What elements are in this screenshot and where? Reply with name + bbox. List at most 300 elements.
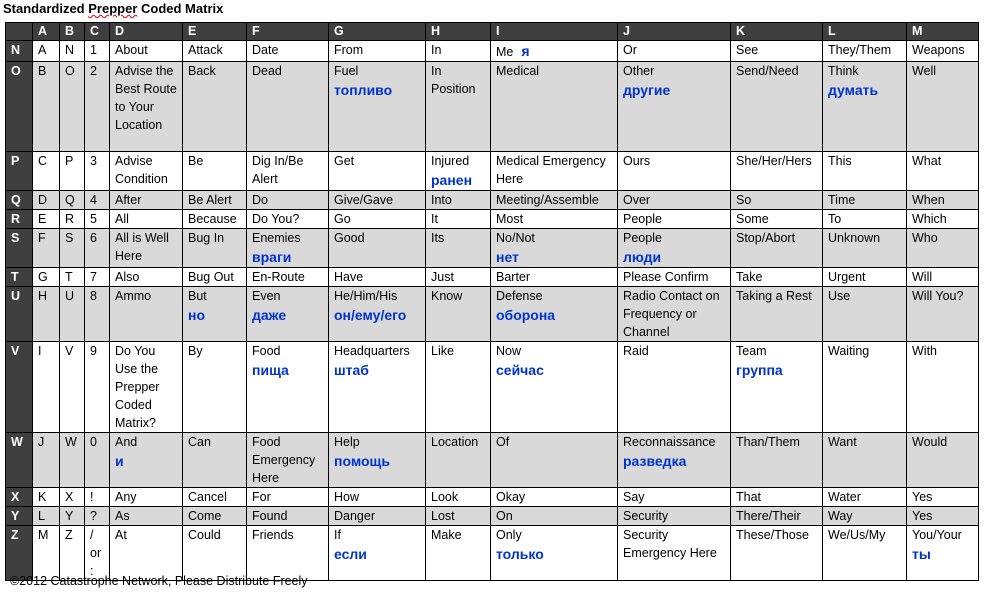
matrix-cell [33,526,60,581]
english-word: Medical Emergency Here [496,154,606,186]
matrix-cell [823,526,907,581]
english-word: Even [252,289,281,303]
matrix-cell [110,433,183,488]
row-header: Y [6,507,33,526]
matrix-cell [731,41,823,62]
matrix-cell [183,433,247,488]
english-word: Which [912,212,947,226]
english-word: Cancel [188,490,227,504]
english-word: Send/Need [736,64,799,78]
russian-translation: если [334,546,367,562]
matrix-cell [731,433,823,488]
row-header: N [6,41,33,62]
english-word: Headquarters [334,344,410,358]
english-word: 8 [90,289,97,303]
english-word: Date [252,43,279,57]
matrix-cell [491,62,618,152]
column-header: E [183,23,247,41]
matrix-cell [33,191,60,210]
english-word: Know [431,289,463,303]
matrix-cell [823,268,907,287]
matrix-cell [329,268,426,287]
matrix-cell [183,62,247,152]
english-word: Okay [496,490,526,504]
russian-translation: люди [623,249,662,265]
column-header: I [491,23,618,41]
matrix-cell [183,287,247,342]
english-word: Me [496,45,514,59]
column-header: D [110,23,183,41]
english-word: O [65,64,75,78]
matrix-cell [491,507,618,526]
english-word: Be Alert [188,193,232,207]
corner-header [6,23,33,41]
matrix-cell [247,342,329,433]
russian-translation: он/ему/его [334,307,407,323]
matrix-cell [823,229,907,268]
english-word: Stop/Abort [736,231,796,245]
matrix-cell [85,507,110,526]
russian-translation: топливо [334,82,393,98]
english-word: Into [431,193,452,207]
matrix-cell [60,41,85,62]
matrix-cell [183,507,247,526]
russian-translation: ты [912,546,931,562]
matrix-cell [491,526,618,581]
matrix-cell [110,210,183,229]
english-word: Unknown [828,231,881,245]
english-word: About [115,43,148,57]
matrix-cell [110,62,183,152]
english-word: 9 [90,344,97,358]
matrix-cell [33,342,60,433]
english-word: If [334,528,341,542]
table-row [6,191,979,210]
english-word: Bug In [188,231,225,245]
column-header: A [33,23,60,41]
russian-translation: разведка [623,453,687,469]
english-word: Use [828,289,851,303]
table-row [6,287,979,342]
matrix-cell [85,41,110,62]
english-word: T [65,270,73,284]
english-word: Urgent [828,270,866,284]
english-word: L [38,509,45,523]
english-word: U [65,289,75,303]
english-word: Most [496,212,524,226]
russian-translation: ранен [431,172,473,188]
english-word: F [38,231,46,245]
english-word: Also [115,270,140,284]
matrix-cell [85,62,110,152]
english-word: ? [90,509,97,523]
english-word: Come [188,509,222,523]
english-word: V [65,344,74,358]
matrix-cell [426,526,491,581]
english-word: Security Emergency Here [623,528,717,560]
matrix-cell [247,41,329,62]
english-word: Yes [912,490,933,504]
english-word: Taking a Rest [736,289,812,303]
matrix-cell [823,152,907,191]
row-header: O [6,62,33,152]
matrix-cell [731,287,823,342]
english-word: Raid [623,344,649,358]
russian-translation: только [496,546,544,562]
english-word: Any [115,490,137,504]
matrix-cell [110,268,183,287]
russian-translation: даже [252,307,287,323]
matrix-cell [85,268,110,287]
english-word: This [828,154,852,168]
english-word: Danger [334,509,375,523]
russian-translation: и [115,453,124,469]
english-word: 1 [90,43,97,57]
table-row [6,268,979,287]
matrix-cell [907,342,979,433]
matrix-cell [907,433,979,488]
english-word: Meeting/Assemble [496,193,599,207]
matrix-cell [33,287,60,342]
english-word: Team [736,344,767,358]
matrix-cell [329,433,426,488]
table-row [6,41,979,62]
english-word: R [65,212,75,226]
matrix-cell [329,342,426,433]
matrix-cell [731,526,823,581]
table-row [6,507,979,526]
english-word: Bug Out [188,270,234,284]
russian-translation: другие [623,82,671,98]
english-word: Security [623,509,669,523]
english-word: 3 [90,154,97,168]
russian-translation: оборона [496,307,556,323]
english-word: Will You? [912,289,964,303]
matrix-cell [907,526,979,581]
matrix-cell [618,507,731,526]
english-word: All [115,212,129,226]
english-word: ! [90,490,94,504]
english-word: Defense [496,289,543,303]
english-word: Look [431,490,459,504]
matrix-cell [110,152,183,191]
title-part: Standardized [3,1,89,16]
column-header: J [618,23,731,41]
row-header: U [6,287,33,342]
matrix-cell [731,488,823,507]
english-word: And [115,435,138,449]
matrix-cell [823,507,907,526]
english-word: There/Their [736,509,801,523]
matrix-cell [85,191,110,210]
matrix-cell [85,287,110,342]
english-word: Back [188,64,216,78]
english-word: We/Us/My [828,528,886,542]
english-word: People [623,212,662,226]
matrix-cell [491,152,618,191]
english-word: M [38,528,49,542]
matrix-cell [183,191,247,210]
english-word: Be [188,154,204,168]
matrix-cell [33,62,60,152]
matrix-cell [60,62,85,152]
english-word: What [912,154,942,168]
matrix-cell [618,41,731,62]
english-word: Barter [496,270,531,284]
english-word: Do You Use the Prepper Coded Matrix? [115,344,160,430]
matrix-cell [426,433,491,488]
matrix-cell [329,287,426,342]
english-word: Please Confirm [623,270,709,284]
english-word: 6 [90,231,97,245]
matrix-cell [491,433,618,488]
matrix-cell [110,41,183,62]
english-word: X [65,490,74,504]
coded-matrix-table [5,22,979,581]
matrix-cell [731,210,823,229]
matrix-cell [183,526,247,581]
matrix-cell [60,342,85,433]
matrix-cell [731,268,823,287]
matrix-cell [426,41,491,62]
english-word: I [38,344,42,358]
matrix-cell [329,191,426,210]
english-word: People [623,231,662,245]
russian-translation: я [521,43,530,59]
matrix-cell [329,526,426,581]
matrix-cell [247,433,329,488]
russian-translation: нет [496,249,519,265]
matrix-cell [60,152,85,191]
matrix-cell [426,210,491,229]
english-word: Say [623,490,645,504]
english-word: Other [623,64,655,78]
matrix-cell [491,488,618,507]
matrix-cell [618,152,731,191]
column-header-row [6,23,979,41]
matrix-cell [60,287,85,342]
matrix-cell [618,287,731,342]
english-word: Dig In/Be Alert [252,154,304,186]
english-word: Fuel [334,64,359,78]
english-word: With [912,344,937,358]
english-word: K [38,490,47,504]
english-word: Water [828,490,861,504]
english-word: H [38,289,48,303]
matrix-cell [33,507,60,526]
english-word: These/Those [736,528,809,542]
matrix-cell [33,210,60,229]
matrix-cell [618,488,731,507]
matrix-cell [907,268,979,287]
english-word: So [736,193,752,207]
english-word: Give/Gave [334,193,394,207]
english-word: A [38,43,47,57]
matrix-cell [823,488,907,507]
matrix-cell [907,488,979,507]
english-word: No/Not [496,231,535,245]
matrix-cell [110,287,183,342]
english-word: Help [334,435,360,449]
matrix-cell [618,210,731,229]
matrix-cell [618,342,731,433]
matrix-cell [247,507,329,526]
english-word: Radio Contact on Frequency or Channel [623,289,720,339]
english-word: S [65,231,74,245]
english-word: J [38,435,45,449]
title-part: Coded Matrix [137,1,224,16]
matrix-cell [823,62,907,152]
english-word: N [65,43,75,57]
column-header: M [907,23,979,41]
english-word: Food Emergency Here [252,435,316,485]
matrix-cell [33,433,60,488]
table-row [6,229,979,268]
matrix-cell [33,152,60,191]
matrix-cell [907,152,979,191]
matrix-cell [85,152,110,191]
english-word: You/Your [912,528,962,542]
table-row [6,210,979,229]
matrix-cell [426,62,491,152]
english-word: Over [623,193,651,207]
english-word: W [65,435,77,449]
matrix-cell [183,229,247,268]
matrix-cell [60,488,85,507]
english-word: Will [912,270,933,284]
english-word: Want [828,435,857,449]
english-word: Attack [188,43,223,57]
matrix-cell [426,152,491,191]
english-word: Yes [912,509,933,523]
english-word: Or [623,43,637,57]
english-word: Found [252,509,288,523]
english-word: Go [334,212,351,226]
column-header: B [60,23,85,41]
row-header: S [6,229,33,268]
english-word: Reconnaissance [623,435,716,449]
matrix-cell [183,488,247,507]
matrix-cell [907,191,979,210]
table-row [6,526,979,581]
english-word: From [334,43,364,57]
matrix-cell [33,268,60,287]
column-header: L [823,23,907,41]
matrix-cell [85,229,110,268]
english-word: Can [188,435,211,449]
matrix-cell [329,507,426,526]
matrix-cell [60,526,85,581]
english-word: Food [252,344,281,358]
english-word: As [115,509,130,523]
column-header: H [426,23,491,41]
matrix-cell [329,229,426,268]
english-word: Like [431,344,454,358]
russian-translation: сейчас [496,362,544,378]
english-word: Because [188,212,237,226]
matrix-cell [426,229,491,268]
english-word: Well [912,64,937,78]
english-word: Its [431,231,445,245]
matrix-cell [731,229,823,268]
table-row [6,433,979,488]
english-word: B [38,64,47,78]
matrix-cell [247,210,329,229]
matrix-cell [426,507,491,526]
matrix-cell [60,268,85,287]
english-word: In Position [431,64,476,96]
matrix-cell [491,342,618,433]
matrix-cell [85,488,110,507]
matrix-cell [618,433,731,488]
matrix-cell [183,41,247,62]
english-word: C [38,154,48,168]
matrix-cell [60,191,85,210]
english-word: Only [496,528,522,542]
matrix-cell [247,526,329,581]
english-word: D [38,193,48,207]
matrix-cell [329,488,426,507]
english-word: 4 [90,193,97,207]
english-word: But [188,289,207,303]
english-word: Dead [252,64,282,78]
column-header: C [85,23,110,41]
matrix-cell [618,62,731,152]
russian-translation: помощь [334,453,390,469]
english-word: Could [188,528,221,542]
english-word: When [912,193,945,207]
row-header: P [6,152,33,191]
english-word: 7 [90,270,97,284]
english-word: Injured [431,154,470,168]
russian-translation: враги [252,249,292,265]
matrix-cell [907,210,979,229]
english-word: After [115,193,142,207]
english-word: It [431,212,438,226]
english-word: Who [912,231,938,245]
title-part-underlined: Prepper [88,1,138,16]
matrix-cell [247,62,329,152]
column-header: K [731,23,823,41]
english-word: Now [496,344,522,358]
row-header: W [6,433,33,488]
column-header: G [329,23,426,41]
english-word: For [252,490,271,504]
matrix-cell [247,287,329,342]
english-word: Advise Condition [115,154,168,186]
matrix-cell [907,507,979,526]
footer-copyright: ©2012 Catastrophe Network, Please Distribute Freely [10,574,308,588]
english-word: Waiting [828,344,870,358]
matrix-cell [618,191,731,210]
english-word: Of [496,435,510,449]
matrix-cell [85,526,110,581]
matrix-cell [907,229,979,268]
english-word: Than/Them [736,435,800,449]
english-word: He/Him/His [334,289,398,303]
matrix-cell [247,152,329,191]
matrix-cell [731,342,823,433]
matrix-cell [247,268,329,287]
matrix-cell [110,488,183,507]
english-word: She/Her/Hers [736,154,812,168]
russian-translation: штаб [334,362,369,378]
matrix-cell [823,41,907,62]
matrix-cell [491,287,618,342]
english-word: Way [828,509,853,523]
english-word: Make [431,528,462,542]
english-word: Have [334,270,364,284]
